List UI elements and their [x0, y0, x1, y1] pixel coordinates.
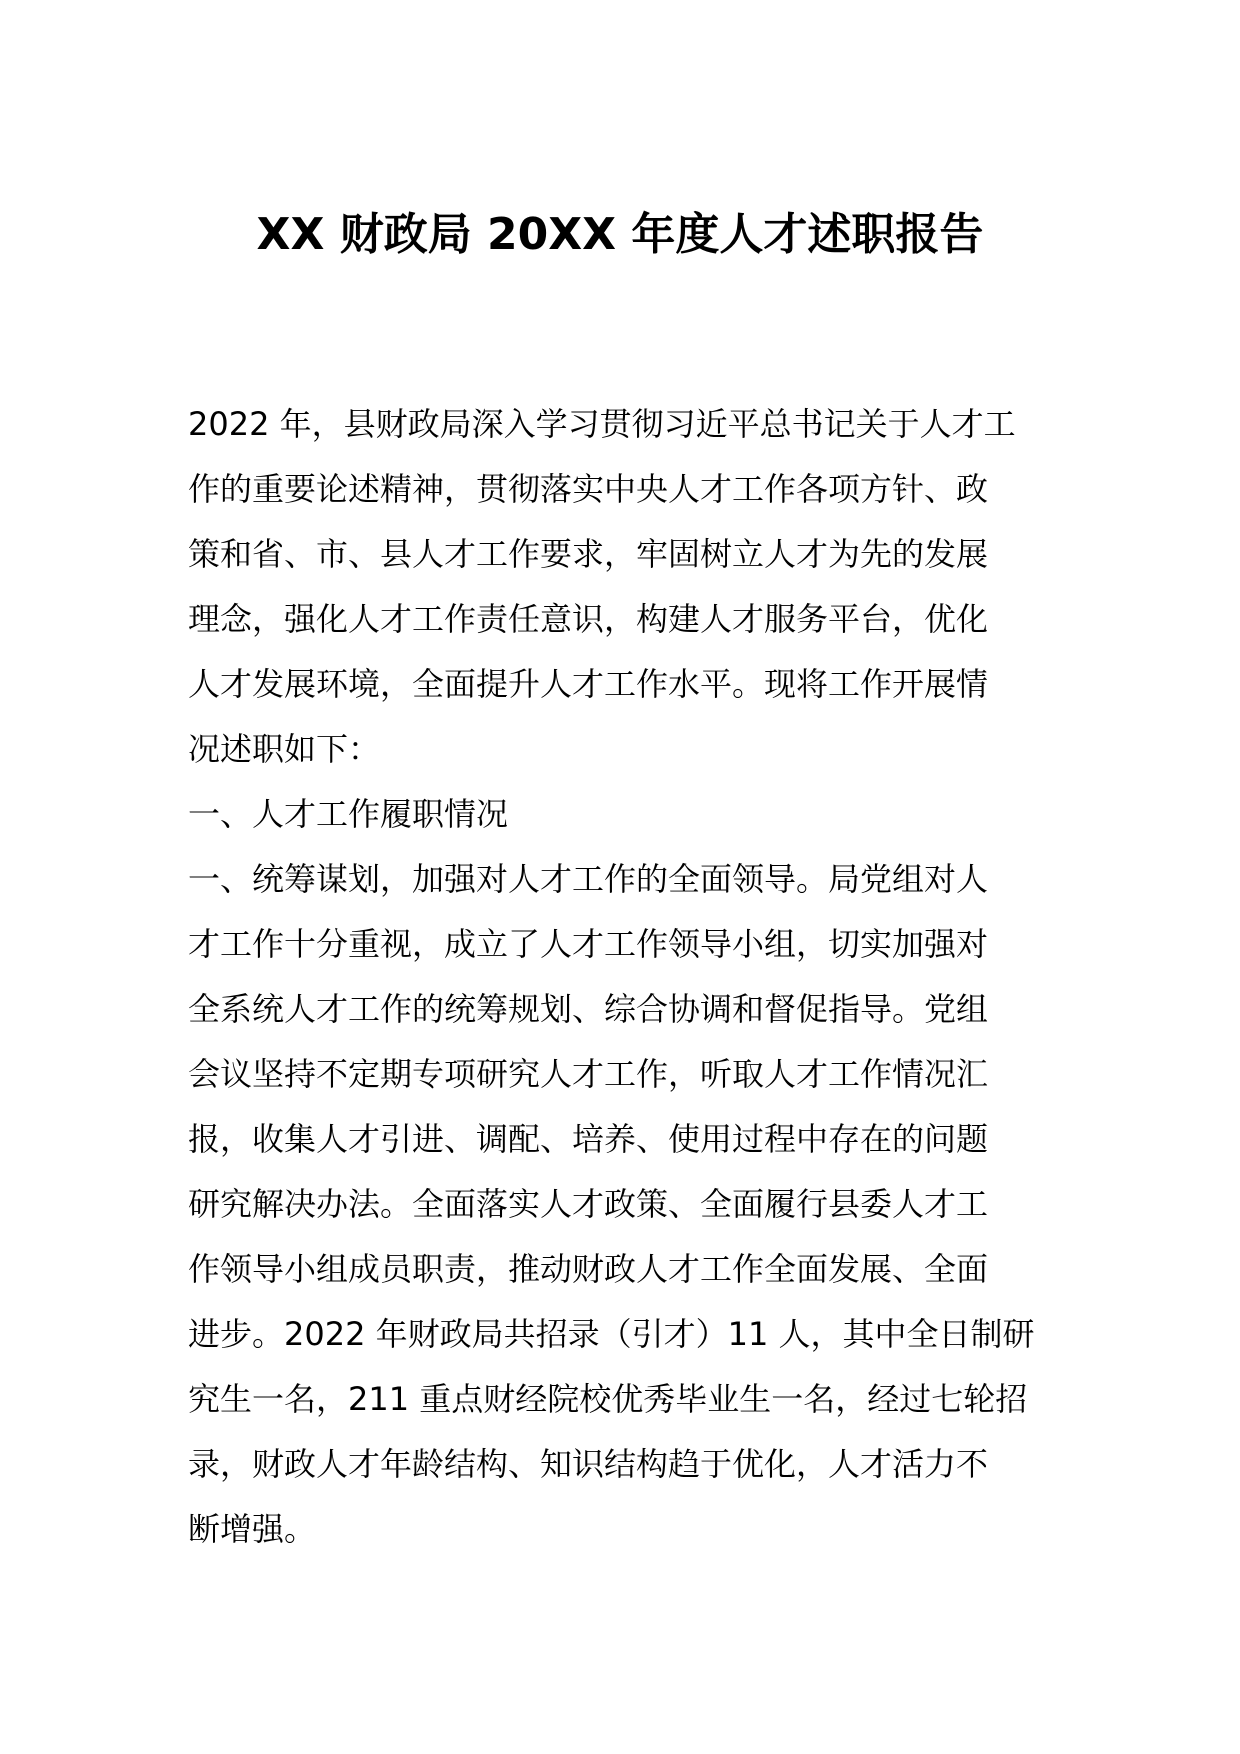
body-line-17: 录，财政人才年龄结构、知识结构趋于优化，人才活力不 — [188, 1445, 989, 1483]
body-line-12: 报，收集人才引进、调配、培养、使用过程中存在的问题 — [188, 1120, 989, 1158]
body-line-2: 作的重要论述精神，贯彻落实中央人才工作各项方针、政 — [188, 470, 989, 508]
section-heading: 一、人才工作履职情况 — [188, 795, 509, 833]
body-line-4: 理念，强化人才工作责任意识，构建人才服务平台，优化 — [188, 600, 989, 638]
document-title: XX 财政局 20XX 年度人才述职报告 — [256, 209, 984, 260]
document-body — [188, 392, 1052, 1562]
body-line-11: 会议坚持不定期专项研究人才工作，听取人才工作情况汇 — [188, 1055, 989, 1093]
body-line-5: 人才发展环境，全面提升人才工作水平。现将工作开展情 — [188, 665, 989, 703]
body-line-16: 究生一名，211 重点财经院校优秀毕业生一名，经过七轮招 — [188, 1380, 1028, 1418]
body-line-10: 全系统人才工作的统筹规划、综合协调和督促指导。党组 — [188, 990, 989, 1028]
body-line-8: 一、统筹谋划，加强对人才工作的全面领导。局党组对人 — [188, 860, 989, 898]
body-line-1: 2022 年，县财政局深入学习贯彻习近平总书记关于人才工 — [188, 405, 1016, 443]
body-line-3: 策和省、市、县人才工作要求，牢固树立人才为先的发展 — [188, 535, 989, 573]
body-line-6: 况述职如下： — [188, 730, 381, 768]
body-line-9: 才工作十分重视，成立了人才工作领导小组，切实加强对 — [188, 925, 989, 963]
body-line-15: 进步。2022 年财政局共招录（引才）11 人，其中全日制研 — [188, 1315, 1035, 1353]
body-line-18: 断增强。 — [188, 1510, 317, 1548]
body-line-14: 作领导小组成员职责，推动财政人才工作全面发展、全面 — [188, 1250, 989, 1288]
body-line-13: 研究解决办法。全面落实人才政策、全面履行县委人才工 — [188, 1185, 989, 1223]
